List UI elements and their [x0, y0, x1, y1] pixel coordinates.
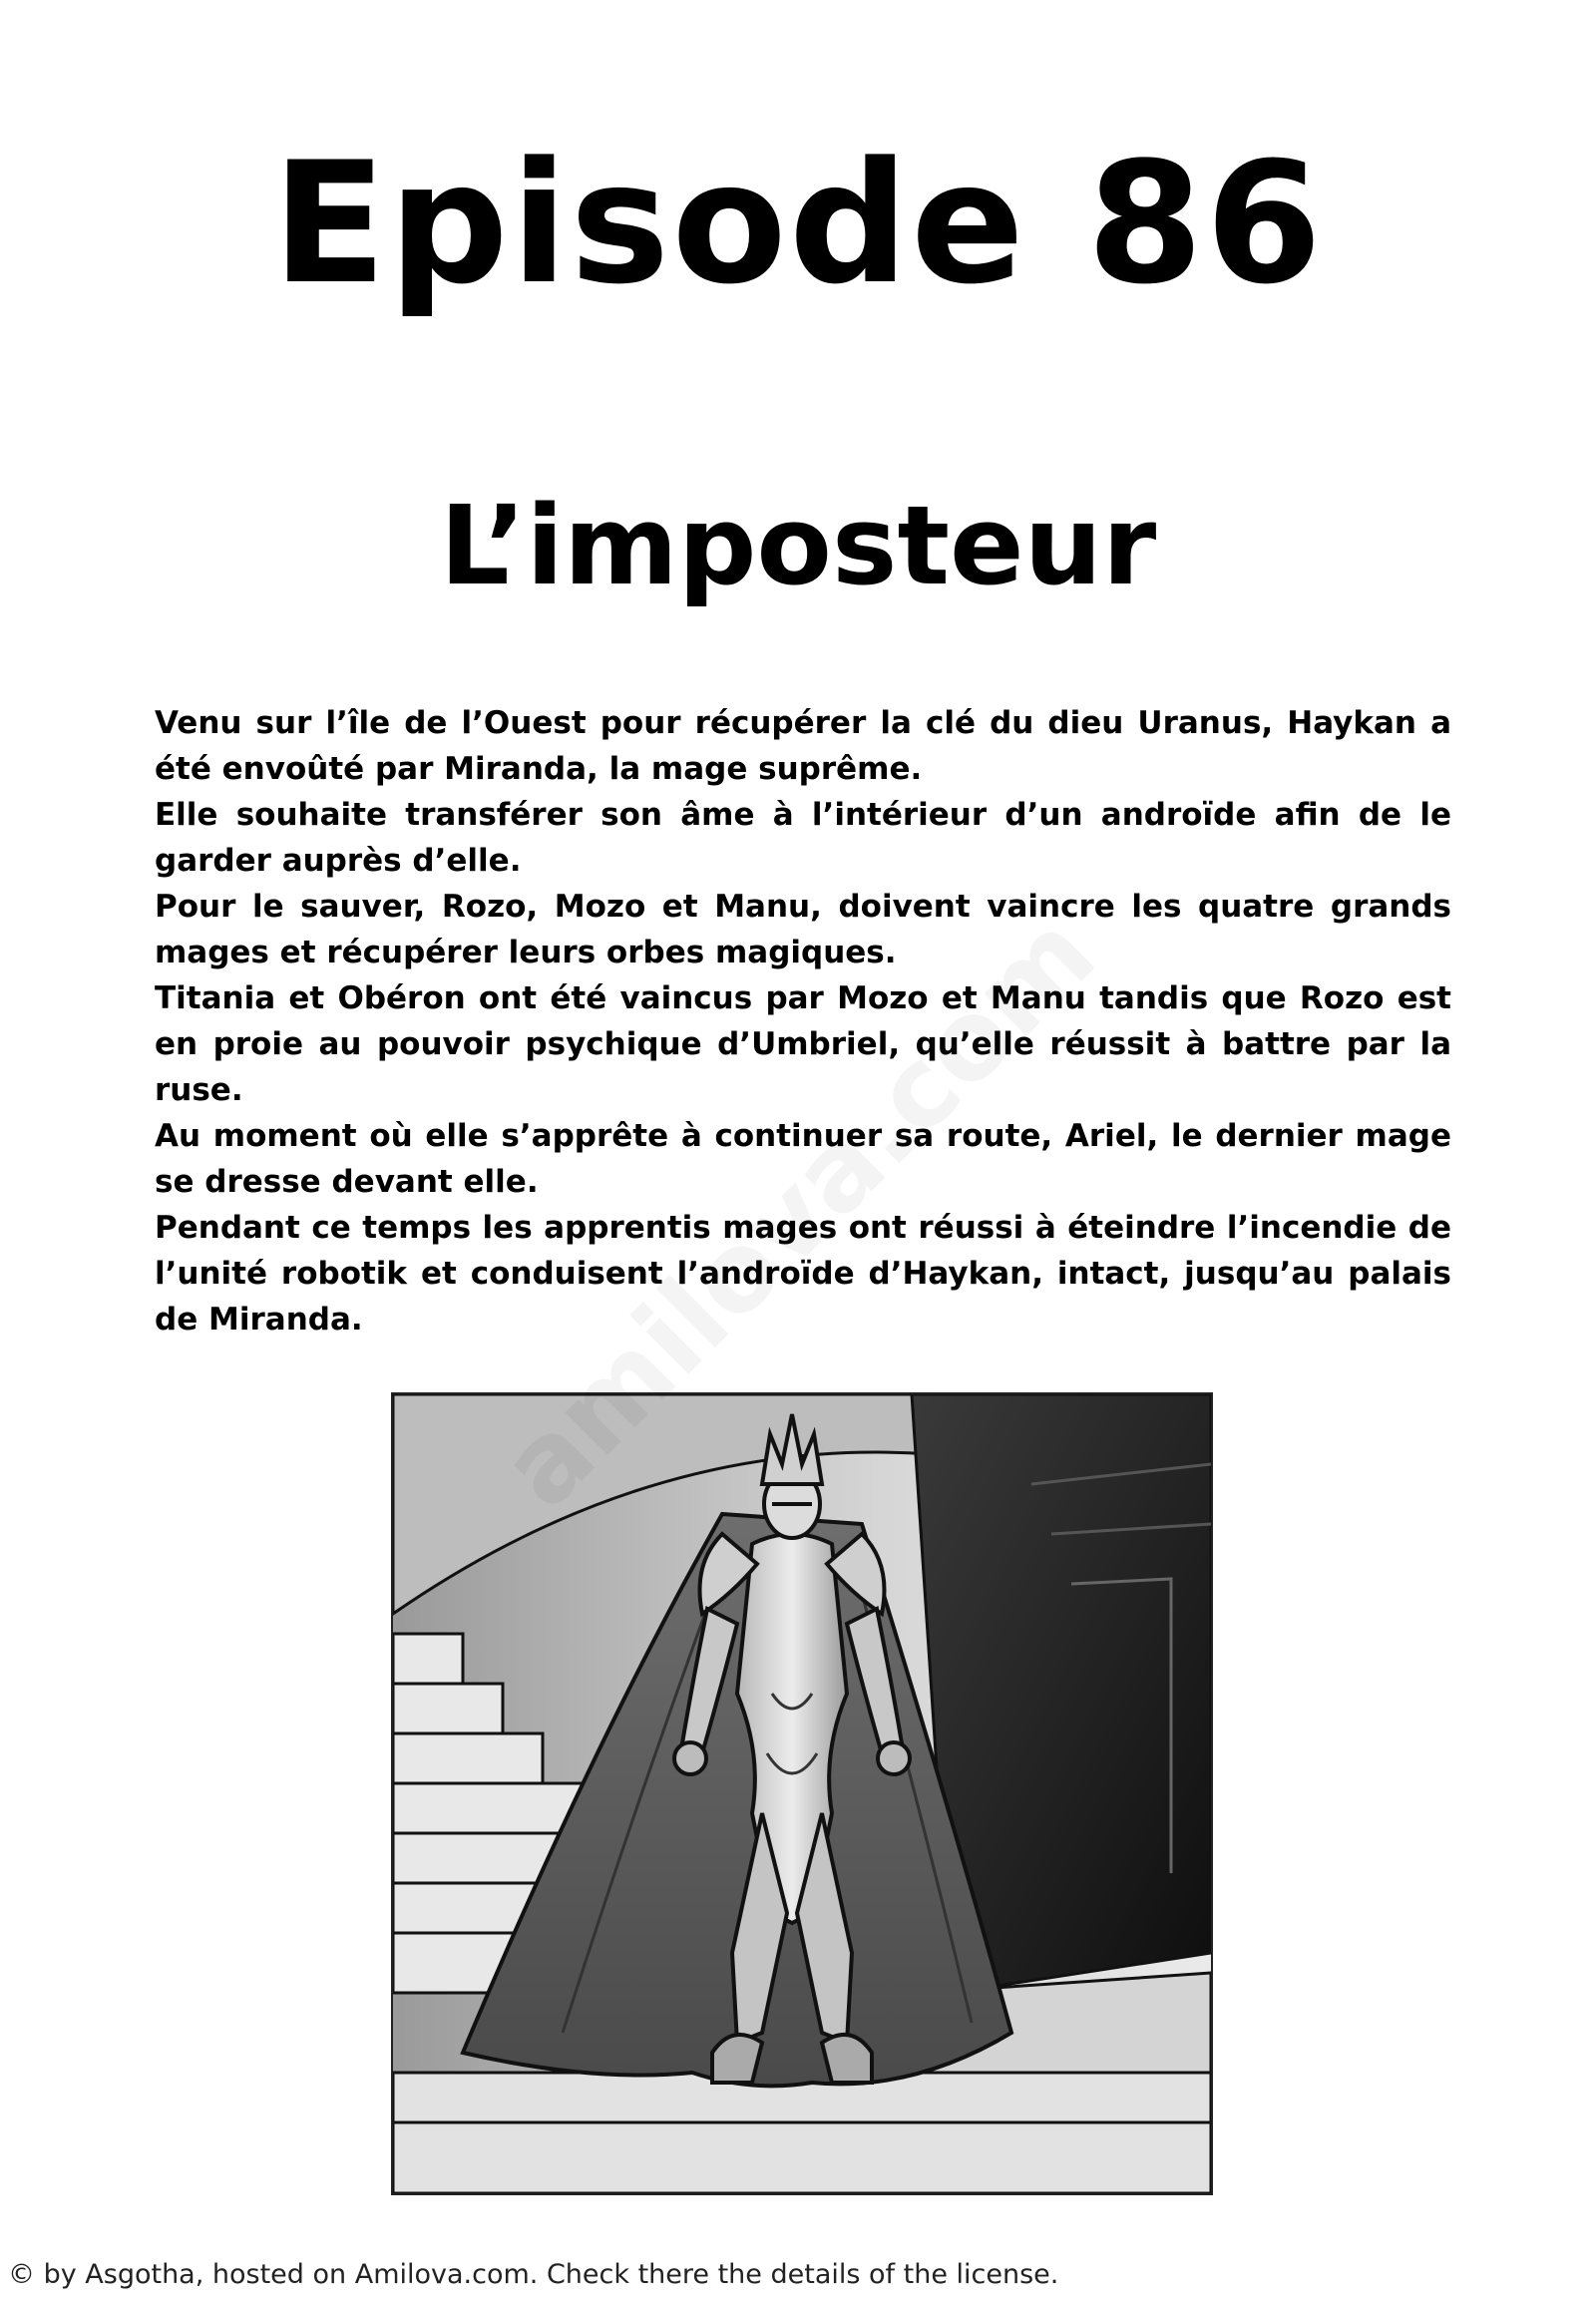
episode-subtitle: L’imposteur: [439, 482, 1157, 609]
synopsis-paragraph: Titania et Obéron ont été vaincus par Mozo et Manu tandis que Rozo est en proie au pouvoir psychique d’Umbriel, qu’elle réussit à battre par la ruse.: [155, 980, 1451, 1108]
episode-title: Episode 86: [271, 126, 1325, 321]
synopsis-paragraph: Pour le sauver, Rozo, Mozo et Manu, doivent vaincre les quatre grands mages et récupérer leurs orbes magiques.: [155, 889, 1451, 970]
license-footer: © by Asgotha, hosted on Amilova.com. Check there the details of the license.: [8, 2259, 1059, 2290]
armored-mage-drawing: [393, 1394, 1211, 2193]
synopsis-paragraph: Elle souhaite transférer son âme à l’intérieur d’un androïde afin de le garder auprès d’elle.: [155, 797, 1451, 879]
synopsis-paragraph: Au moment où elle s’apprête à continuer sa route, Ariel, le dernier mage se dresse devant elle.: [155, 1118, 1451, 1200]
synopsis-paragraph: Venu sur l’île de l’Ouest pour récupérer la clé du dieu Uranus, Haykan a été envoûté par Miranda, la mage suprême.: [155, 705, 1451, 787]
synopsis-paragraph: Pendant ce temps les apprentis mages ont réussi à éteindre l’incendie de l’unité robotik et conduisent l’androïde d’Haykan, intact, jusqu’au palais de Miranda.: [155, 1210, 1451, 1338]
episode-illustration: [391, 1392, 1213, 2195]
synopsis: [155, 700, 1451, 1342]
